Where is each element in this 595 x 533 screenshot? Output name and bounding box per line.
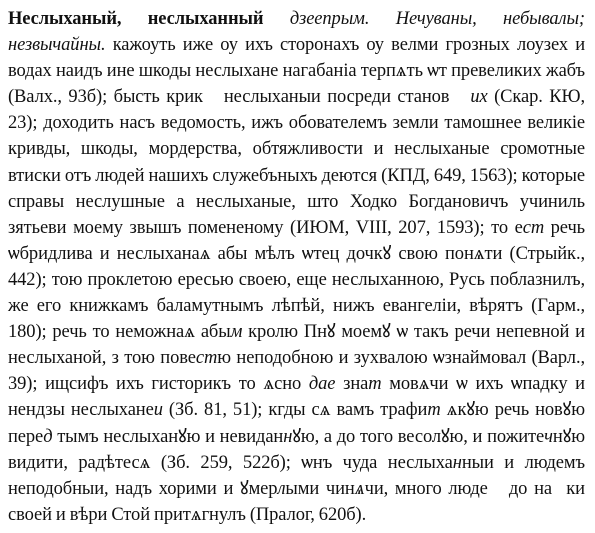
italic-fragment: л [277,478,286,499]
italic-fragment: ч [544,426,553,447]
headword: Неслыханый, неслыханный [8,9,264,29]
body-text-fragment: кажоуть иже оу ихъ сторонахъ оу велми грозных лоузех и водах наидъ ине шкоды неслыхане нагабаніа терпѧть ѡт превеликих жабъ (Валх., 93б); бысть крикꙸ неслыханыи посреди становꙸ [8,35,585,108]
body-text-fragment: кролю Пнꙋ моемꙋ ѡ такъ речи непевной и неслыханой, з тою пове [8,322,585,369]
italic-fragment: м [230,322,243,343]
body-text-fragment [263,9,289,29]
italic-fragment: и [153,400,163,421]
italic-fragment: дае [308,374,336,395]
body-text-fragment: ныи и людемъ неподобныи, надъ хорими и ꙋмер [8,452,585,499]
italic-fragment: т [427,400,441,421]
body-text-fragment: ꙋю, а до того весолꙋю, и пожите [292,426,545,447]
body-text-fragment: чи, много людеꙸ до наꙋки своей и вѣри Стой притѧгнулъ (Пралог, 620б). [8,478,585,525]
italic-fragment: н [452,452,462,473]
body-text-fragment: нꙋю видити, радѣтесѧ (Зб. 259, 522б); ѡнъ чуда неслыха [8,426,585,473]
italic-fragment: дзеепрым. Нечуваны, небывалы; незвычайны. [8,9,585,56]
body-text-fragment: (Зб. 81, 51); кгды сѧ вамъ трафи [162,400,428,421]
italic-fragment: д [43,426,53,447]
body-text-fragment: мовѧчи ѡ ихъ ѡпадку и нендзы неслыхане [8,374,585,421]
italic-fragment: их [470,87,488,108]
italic-fragment: т [368,374,382,395]
body-text-fragment: зна [335,374,369,395]
body-text-fragment: речь ѡбридлива и неслыханаѧ абы мѣлъ ѡтец дочкꙋ свою понѧти (Стрыйк., 442); тою проклетою ересью своею, еще неслыханною, Русь поблазнилъ, же его книжкамъ баламутнымъ лѣпѣй, нижъ евангеліи, вѣрятъ (Гарм., 180); речь то неможнаѧ абы [8,217,586,343]
dictionary-entry [8,6,585,528]
body-text-fragment: тымъ неслыханꙋю и невидан [52,426,284,447]
body-text-fragment: ыми чин [285,478,355,499]
italic-fragment: ст [522,217,545,238]
body-text-fragment: ю неподобною и зухвалою ѡзнаймовал (Варл., 39); ищсифъ ихъ гисторикъ то ѧсно [8,348,585,395]
body-text-fragment: (Скар. КЮ, 23); доходить насъ ведомость, ижъ обователемъ земли тамошнее великіе кривды, шкоды, мордерства, обтяжливости и неслыханые сромотные втиски отъ людей нашихъ служебъныхъ деются (КПД, 649, 1563); которые справы неслушные а неслыханые, што Ходко Богдановичъ учиниль зятьеви моему звышъ помененому (ИЮМ, VIII, 207, 1593); то е [8,87,585,238]
italic-fragment: н [283,426,293,447]
body-text-fragment: ѧкꙋю речь новꙋю пере [8,400,585,447]
italic-fragment: ст [195,348,218,369]
italic-fragment: ѧ [354,478,365,499]
